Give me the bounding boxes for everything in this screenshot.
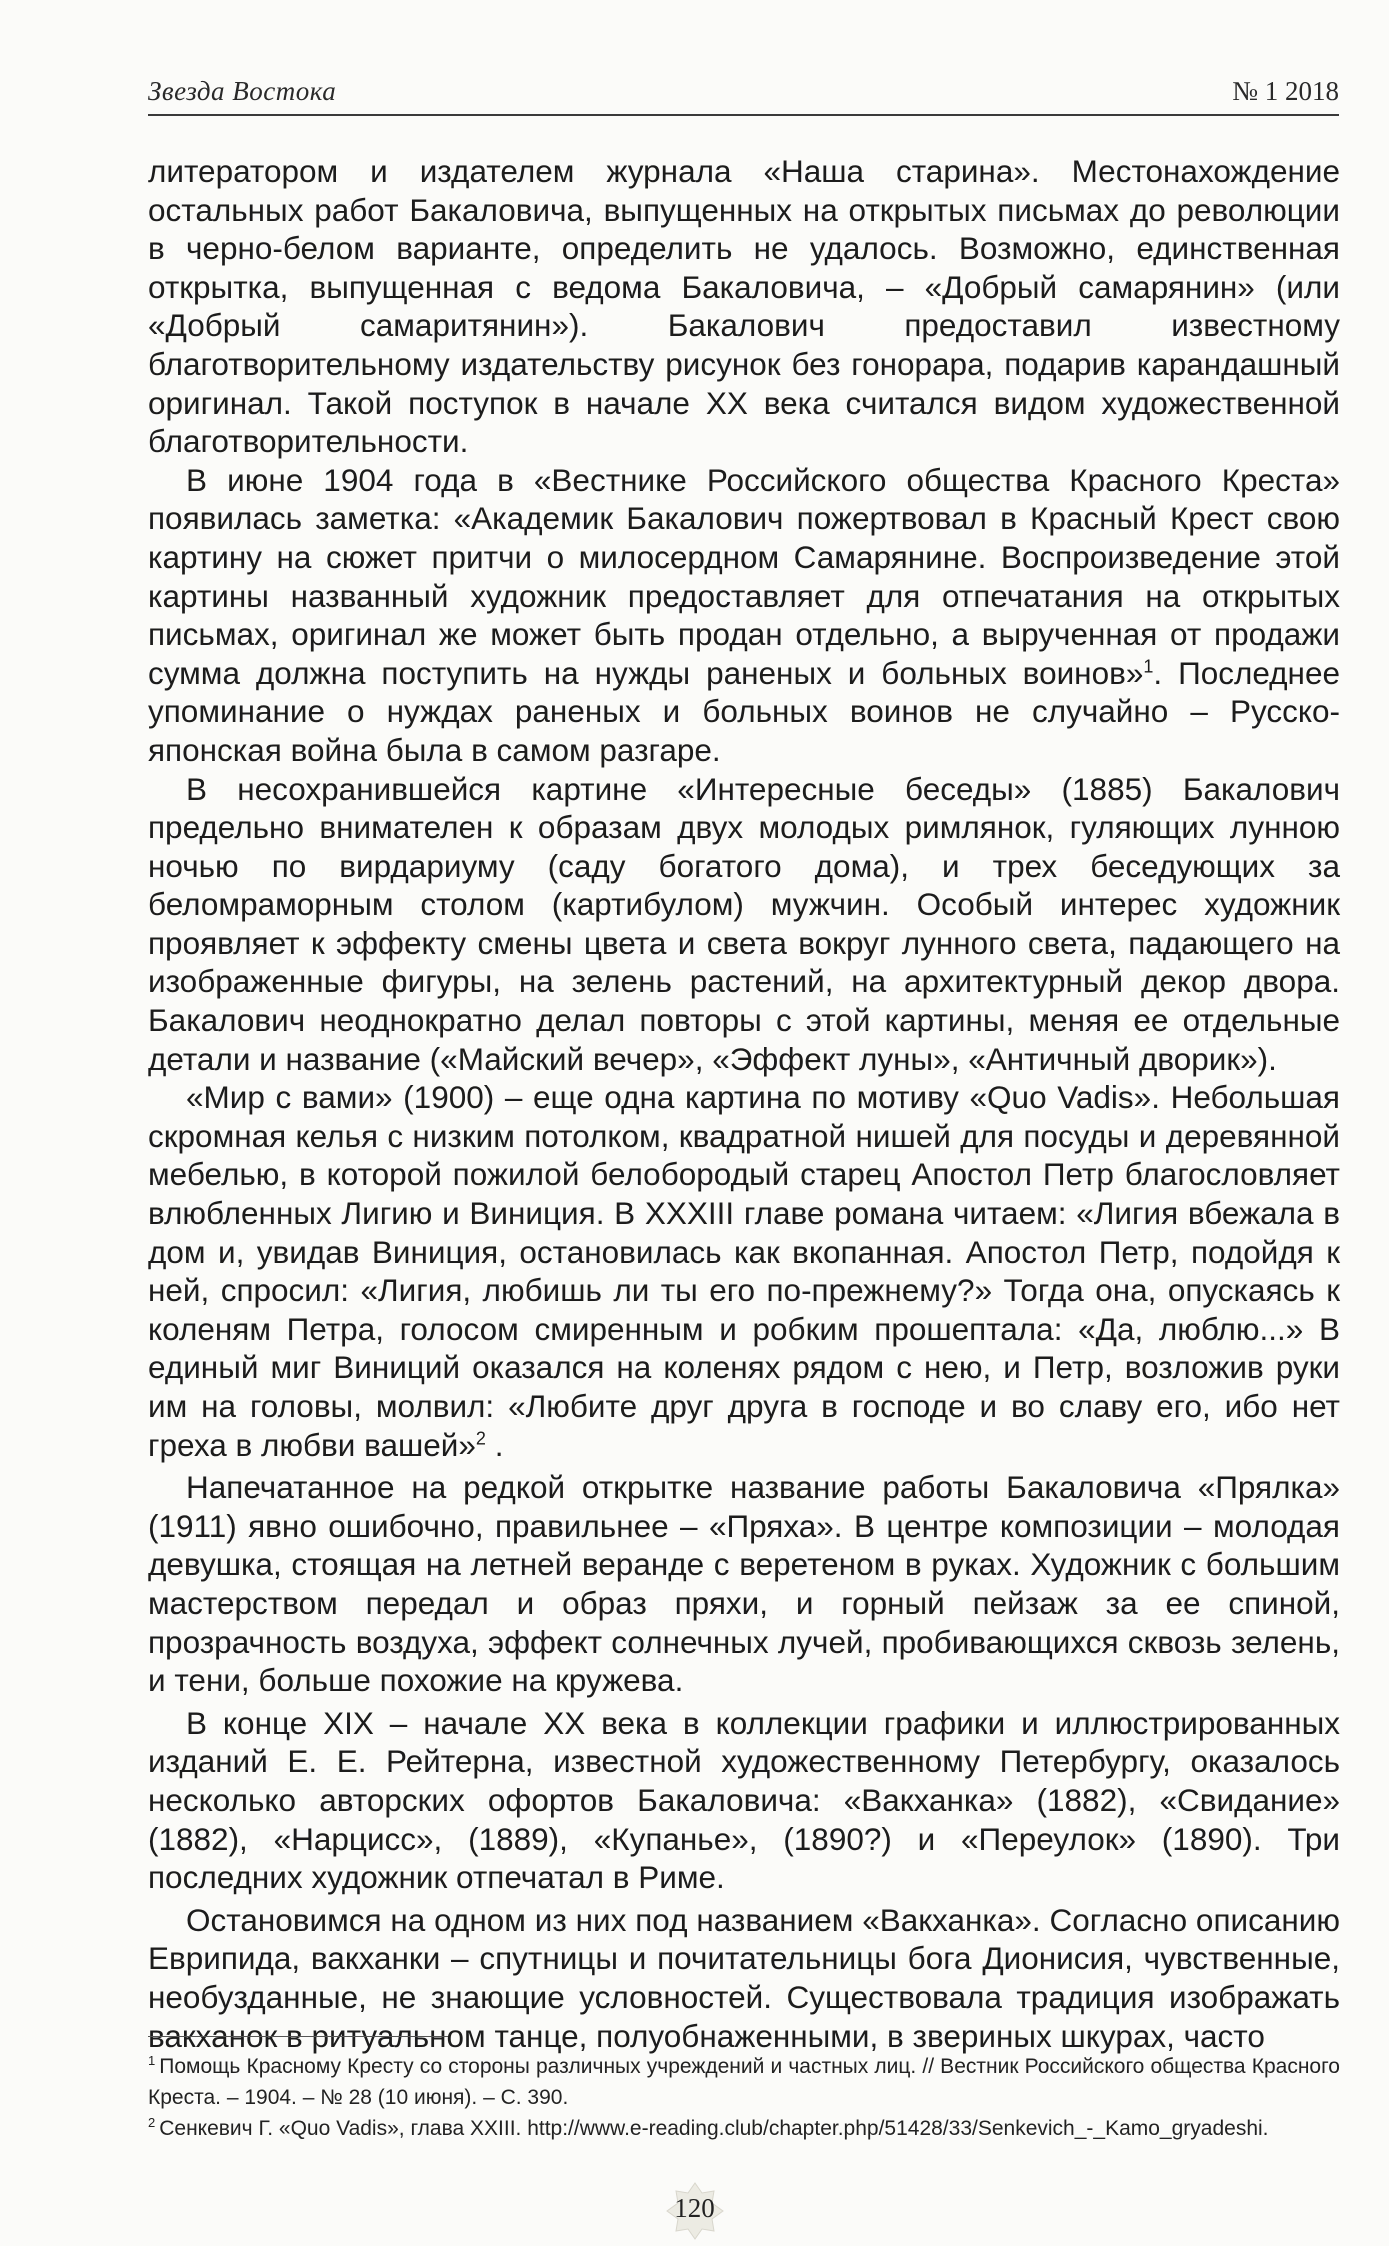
footnote (148, 2051, 1340, 2113)
page-number: 120 (674, 2193, 715, 2223)
footnote-reference[interactable]: 1 (1143, 656, 1154, 677)
paragraph: литератором и издателем журнала «Наша старина». Местонахождение остальных работ Бакаловича, выпущенных на открытых письмах до революции в черно-белом варианте, определить не удалось. Возможно, единственная открытка, выпущенная с ведома Бакаловича, – «Добрый самарянин» (или «Добрый самаритянин»). Бакалович предоставил известному благотворительному издательству рисунок без гонорара, подарив карандашный оригинал. Такой поступок в начале XX века считался видом художественной благотворительности. (148, 153, 1340, 460)
footnote (148, 2113, 1340, 2144)
page-number-badge (666, 2182, 724, 2240)
paragraph-text: «Мир с вами» (1900) – еще одна картина по мотиву «Quo Vadis». Небольшая скромная келья с низким потолком, квадратной нишей для посуды и деревянной мебелью, в которой пожилой белобородый старец Апостол Петр благословляет влюбленных Лигию и Виниция. В XXXIII главе романа читаем: «Лигия вбежала в дом и, увидав Виниция, остановилась как вкопанная. Апостол Петр, подойдя к ней, спросил: «Лигия, любишь ли ты его по-прежнему?» Тогда она, опускаясь к коленям Петра, голосом смиренным и робким прошептала: «Да, люблю...» В единый миг Виниций оказался на коленях рядом с нею, и Петр, возложив руки им на головы, молвил: «Любите друг друга в господе и во славу его, ибо нет греха в любви вашей» (148, 1079, 1340, 1463)
footnote-divider (148, 2036, 448, 2037)
paragraph: В конце XIX – начале XX века в коллекции графики и иллюстрированных изданий Е. Е. Рейтерна, известной художественному Петербургу, оказалось несколько авторских офортов Бакаловича: «Вакханка» (1882), «Свидание» (1882), «Нарцисс», (1889), «Купанье», (1890?) и «Переулок» (1890). Три последних художник отпечатал в Риме. (148, 1704, 1340, 1896)
paragraph-text: В июне 1904 года в «Вестнике Российского общества Красного Креста» появилась заметка: «Академик Бакалович пожертвовал в Красный Крест свою картину на сюжет притчи о милосердном Самарянине. Воспроизведение этой картины названный художник предоставляет для отпечатания на открытых письмах, оригинал же может быть продан отдельно, а вырученная от продажи сумма должна поступить на нужды раненых и больных воинов» (148, 461, 1340, 691)
paragraph: Остановимся на одном из них под названием «Вакханка». Согласно описанию Еврипида, вакханки – спутницы и почитательницы бога Дионисия, чувственные, необузданные, не знающие условностей. Существовала традиция изображать вакханок в ритуальном танце, полуобнаженными, в звериных шкурах, часто (148, 1901, 1340, 2054)
issue-number: № 1 2018 (1232, 76, 1339, 106)
footnote-text: Помощь Красному Кресту со стороны различных учреждений и частных лиц. // Вестник Российского общества Красного Креста. – 1904. – № 28 (10 июня). – С. 390. (148, 2055, 1340, 2109)
footnote-number: 2 (148, 2115, 156, 2130)
paragraph: Напечатанное на редкой открытке название работы Бакаловича «Прялка» (1911) явно ошибочно, правильнее – «Пряха». В центре композиции – молодая девушка, стоящая на летней веранде с веретеном в руках. Художник с большим мастерством передал и образ пряхи, и горный пейзаж за ее спиной, прозрачность воздуха, эффект солнечных лучей, пробивающихся сквозь зелень, и тени, больше похожие на кружева. (148, 1469, 1340, 1699)
footnote-reference[interactable]: 2 (475, 1428, 486, 1449)
footnote-text: Сенкевич Г. «Quo Vadis», глава XXIII. http://www.e-reading.club/chapter.php/51428/33/Senkevich_-_Kamo_gryadeshi. (159, 2117, 1269, 2140)
paragraph (148, 1078, 1340, 1464)
footnotes (148, 2036, 1340, 2144)
article-body (148, 152, 1340, 2055)
paragraph (148, 461, 1340, 770)
paragraph: В несохранившейся картине «Интересные беседы» (1885) Бакалович предельно внимателен к образам двух молодых римлянок, гуляющих лунною ночью по вирдариуму (саду богатого дома), и трех беседующих за беломраморным столом (картибулом) мужчин. Особый интерес художник проявляет к эффекту смены цвета и света вокруг лунного света, падающего на изображенные фигуры, на зелень растений, на архитектурный декор двора. Бакалович неоднократно делал повторы с этой картины, меняя ее отдельные детали и название («Майский вечер», «Эффект луны», «Античный дворик»). (148, 770, 1340, 1077)
journal-name: Звезда Востока (148, 76, 337, 106)
paragraph-text-tail: . (485, 1426, 504, 1463)
footnote-number: 1 (148, 2053, 156, 2068)
paragraph-text-tail: . Последнее упоминание о нуждах раненых и больных воинов не случайно – Русско-японская война была в самом разгаре. (148, 654, 1340, 768)
running-header (148, 74, 1339, 116)
